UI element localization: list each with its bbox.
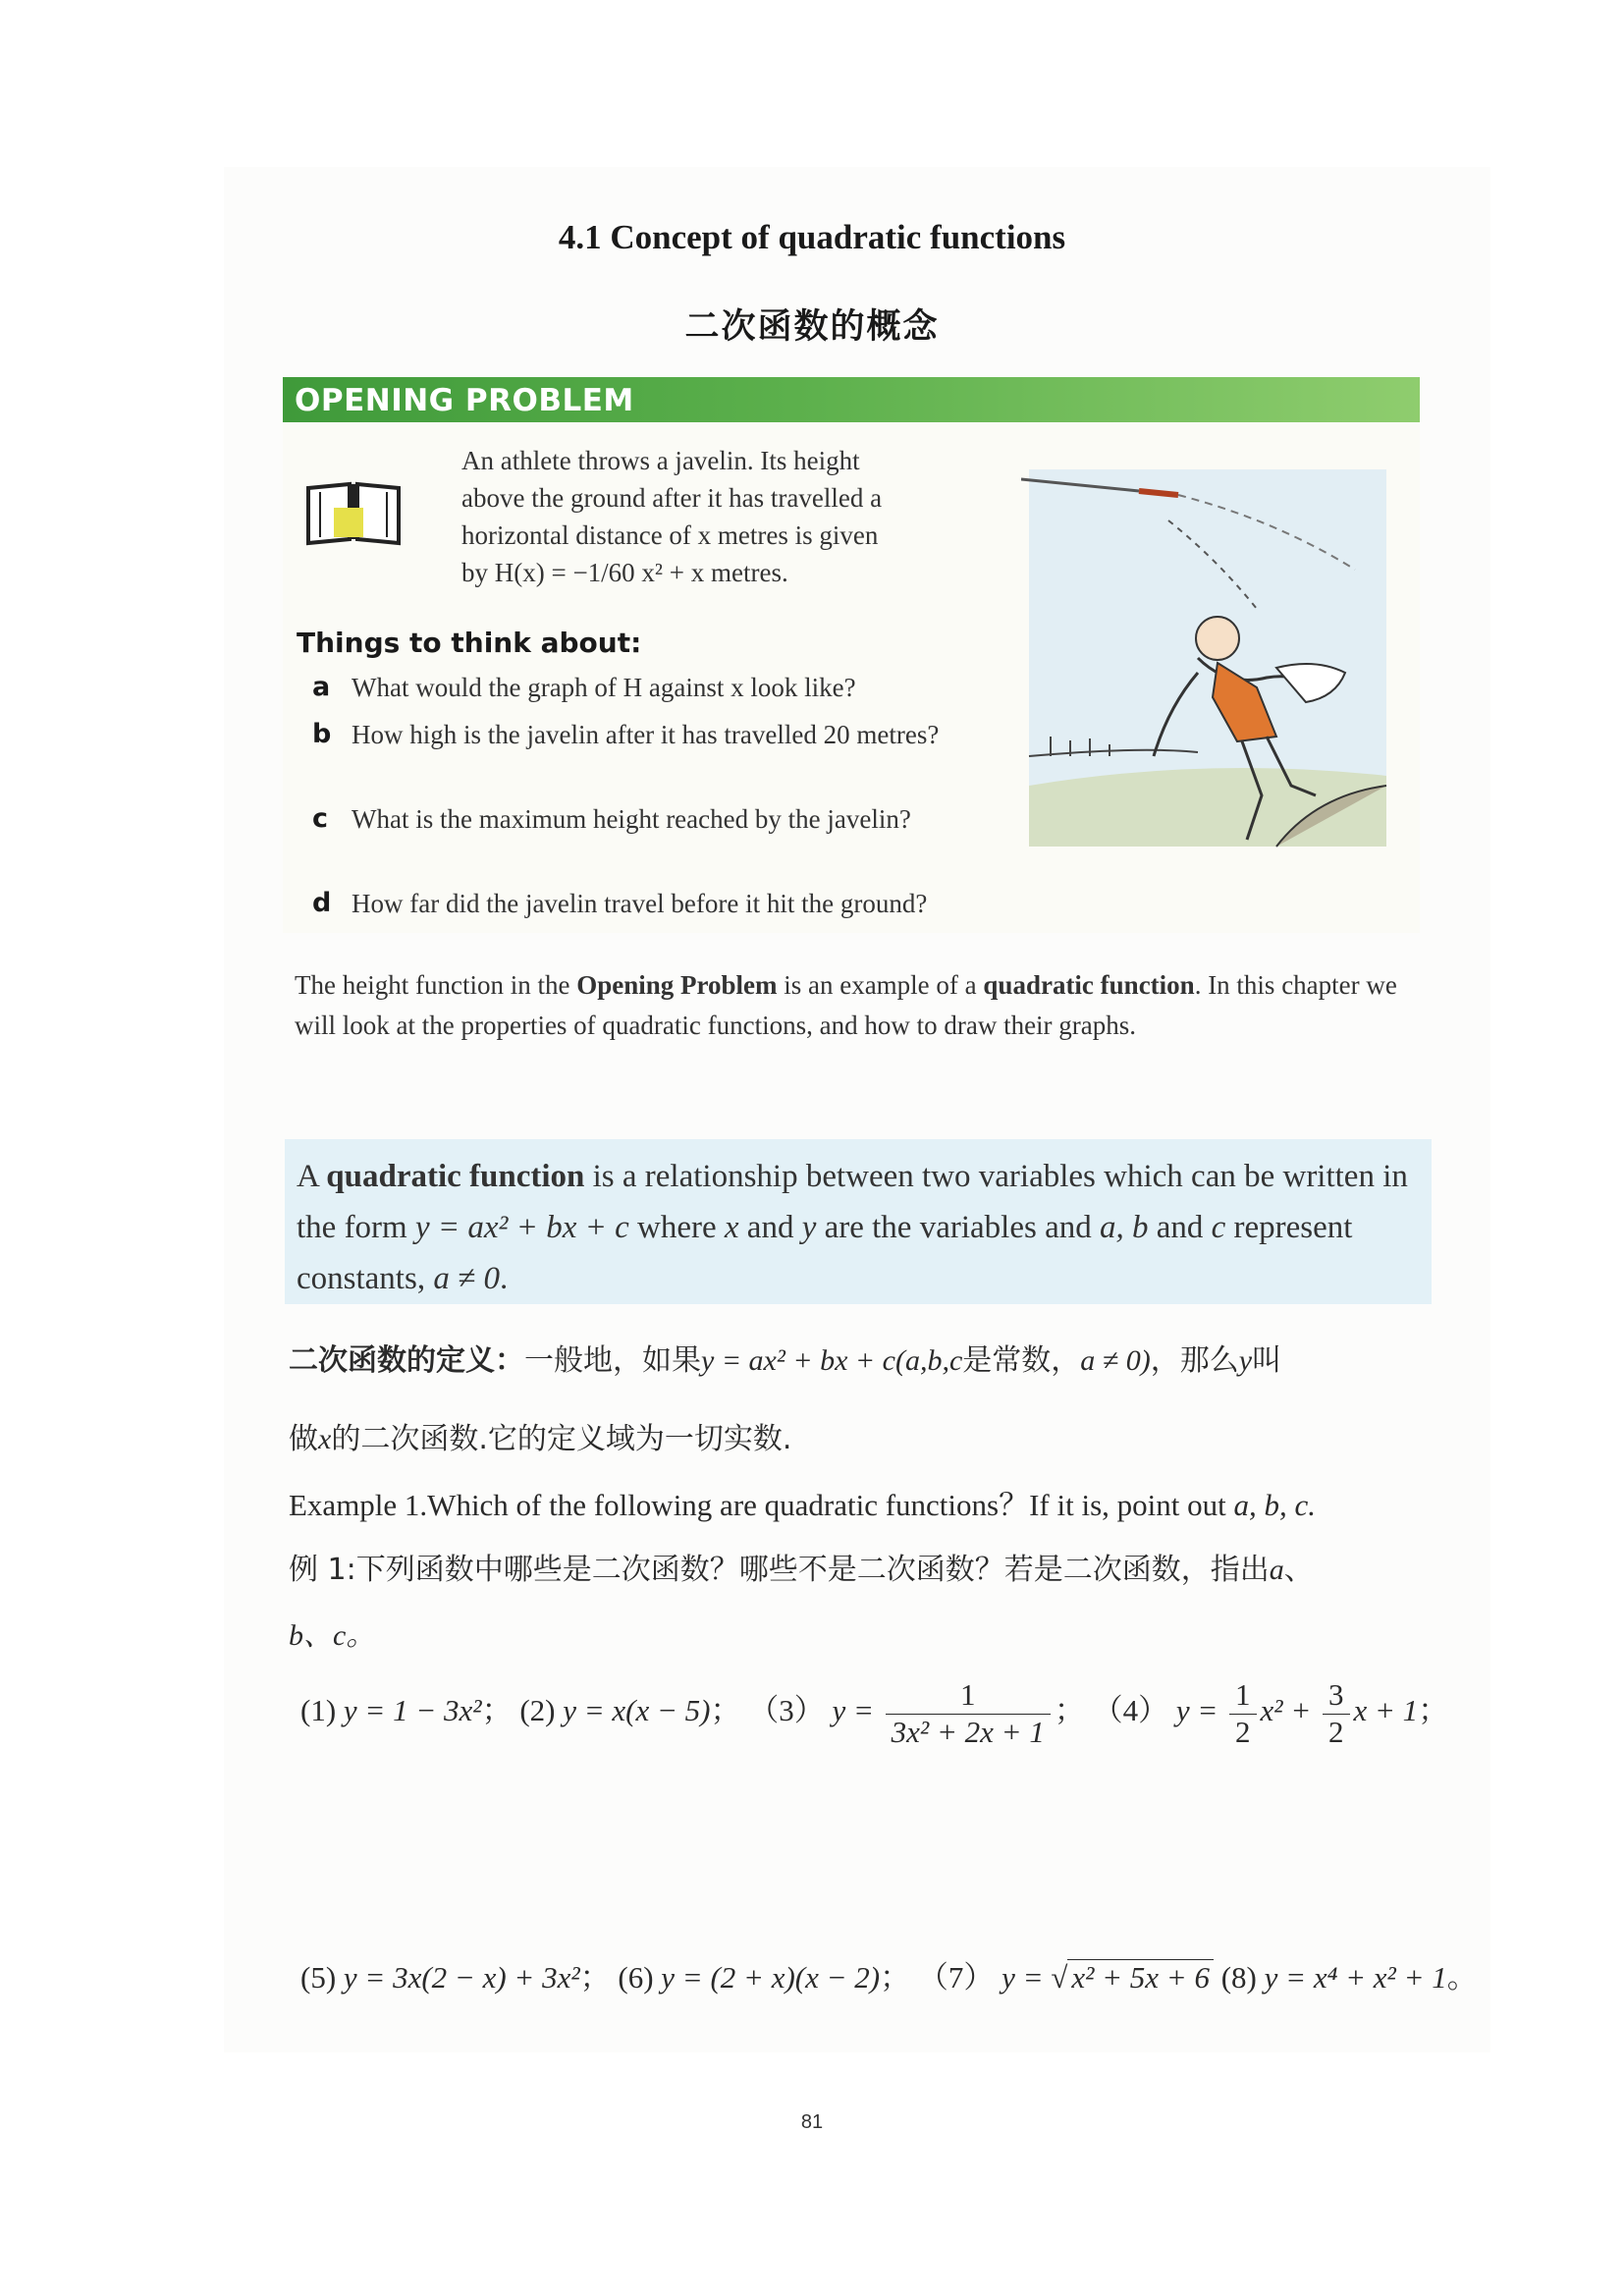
text-run: represent constants, (297, 1210, 1353, 1296)
text-run: and (738, 1210, 802, 1245)
explanatory-paragraph (295, 965, 1424, 1046)
var-y: y (1238, 1344, 1253, 1377)
separator: ； (481, 1693, 513, 1728)
text-run: b、c。 (289, 1619, 376, 1652)
fraction-numerator: 1 (1229, 1679, 1257, 1715)
text-run: are the variables and (816, 1210, 1100, 1245)
banner-label: OPENING PROBLEM (295, 383, 634, 418)
item-7-sqrt: √ x² + 5x + 6 (1051, 1959, 1214, 1995)
item-label: （7） (917, 1960, 995, 1995)
fraction-numerator: 1 (886, 1679, 1051, 1715)
text-run: 的二次函数.它的定义域为一切实数. (331, 1422, 792, 1456)
radicand: x² + 5x + 6 (1067, 1959, 1214, 1995)
constants: a, b (1099, 1210, 1149, 1245)
item-8-expr: y = x⁴ + x² + 1 (1264, 1960, 1447, 1995)
general-form: y = ax² + bx + c (414, 1210, 629, 1245)
item-label: （4） (1092, 1693, 1169, 1728)
cn-definition-line-2 (289, 1414, 791, 1457)
example-items-row-1 (300, 1679, 1448, 1748)
question-text: What is the maximum height reached by the javelin? (352, 804, 911, 834)
item-5-expr: y = 3x(2 − x) + 3x² (343, 1960, 580, 1995)
open-book-icon (304, 478, 403, 547)
question-c (312, 800, 1000, 879)
end-mark: 。 (1446, 1960, 1478, 1995)
text-run: and (1148, 1210, 1212, 1245)
item-label: (6) (618, 1960, 654, 1995)
item-3-fraction (886, 1679, 1051, 1748)
section-title-cn: 二次函数的概念 (684, 307, 940, 347)
question-text: How high is the javelin after it has travelled 20 metres? (352, 720, 940, 749)
opening-problem-banner (283, 377, 1420, 422)
text-run: 例 1:下列函数中哪些是二次函数？哪些不是二次函数？若是二次函数，指出 (289, 1553, 1270, 1587)
definition-term: quadratic function (326, 1159, 585, 1194)
cn-condition: a ≠ 0) (1080, 1344, 1151, 1377)
item-2-expr: y = x(x − 5) (563, 1693, 711, 1728)
separator: ； (710, 1693, 741, 1728)
javelin-thrower-illustration (1021, 462, 1394, 854)
intro-line-4: by H(x) = −1/60 x² + x metres. (461, 558, 788, 587)
item-4-fraction-2 (1323, 1679, 1350, 1748)
fraction-numerator: 3 (1323, 1679, 1350, 1715)
var-x: x (724, 1210, 739, 1245)
text-run: is a relationship between two variables which can be written in the form (297, 1159, 1408, 1245)
text-run: The height function in the (295, 970, 577, 1000)
var-y: y (801, 1210, 817, 1245)
fraction-denominator: 3x² + 2x + 1 (891, 1714, 1045, 1749)
var-a: a (1269, 1554, 1284, 1586)
item-7-lhs: y = (1001, 1960, 1044, 1995)
text-run: ，那么 (1150, 1343, 1239, 1378)
item-3-lhs: y = (832, 1693, 874, 1728)
intro-line-3: horizontal distance of x metres is given (461, 520, 879, 550)
cn-definition-line-1 (289, 1336, 1281, 1379)
item-label: (8) (1220, 1960, 1257, 1995)
intro-line-2: above the ground after it has travelled a (461, 483, 883, 513)
question-b (312, 716, 1000, 794)
condition: a ≠ 0 (433, 1261, 500, 1296)
page-number: 81 (800, 2111, 824, 2133)
fraction-denominator: 2 (1328, 1714, 1344, 1749)
question-letter: d (312, 888, 332, 918)
text-run: 做 (289, 1422, 318, 1456)
example-heading-cn-2 (289, 1611, 375, 1654)
section-title: 4.1 Concept of quadratic functions (558, 218, 1066, 256)
separator: ； (1418, 1693, 1449, 1728)
item-6-expr: y = (2 + x)(x − 2) (661, 1960, 881, 1995)
separator: ； (579, 1960, 611, 1995)
example-vars: a, b, c. (1233, 1488, 1316, 1522)
question-d (312, 885, 1196, 924)
text-run: 叫 (1252, 1343, 1282, 1378)
example-heading-cn-1 (289, 1545, 1314, 1588)
question-a (312, 669, 1000, 708)
item-label: （3） (748, 1693, 825, 1728)
item-4-mid: x² + (1260, 1693, 1312, 1728)
var-c: c (1211, 1210, 1226, 1245)
text-run: 是常数， (962, 1343, 1081, 1378)
bold-term: Opening Problem (576, 970, 778, 1000)
separator: ； (1054, 1693, 1085, 1728)
item-4-tail: x + 1 (1353, 1693, 1419, 1728)
text-run: 、 (1283, 1553, 1314, 1587)
question-letter: c (312, 803, 329, 834)
var-x: x (318, 1423, 332, 1455)
text-run: . (499, 1261, 509, 1296)
fraction-denominator: 2 (1235, 1714, 1251, 1749)
question-letter: b (312, 719, 332, 749)
item-label: (5) (300, 1960, 337, 1995)
question-text: How far did the javelin travel before it hit the ground? (352, 889, 928, 918)
separator: ； (880, 1960, 911, 1995)
opening-problem-intro (461, 442, 972, 591)
text-run: 一般地，如果 (524, 1343, 701, 1378)
item-4-fraction-1 (1229, 1679, 1257, 1748)
cn-formula: y = ax² + bx + c(a,b,c (701, 1344, 963, 1377)
text-run: is an example of a (777, 970, 984, 1000)
item-label: (1) (300, 1693, 337, 1728)
question-letter: a (312, 672, 331, 702)
example-heading-en (289, 1480, 1316, 1524)
definition-text (297, 1151, 1426, 1304)
text-run: A (297, 1159, 327, 1194)
intro-line-1: An athlete throws a javelin. Its height (461, 446, 860, 475)
text-run: . In this chapter we will look at the properties of quadratic functions, and how to draw their graphs. (295, 970, 1397, 1040)
example-items-row-2 (300, 1952, 1478, 1996)
things-to-think-heading: Things to think about: (297, 627, 642, 659)
text-run: Example 1.Which of the following are quadratic functions？If it is, point out (289, 1488, 1234, 1522)
bold-term: quadratic function (983, 970, 1195, 1000)
cn-definition-head: 二次函数的定义： (289, 1343, 524, 1378)
item-4-lhs: y = (1175, 1693, 1218, 1728)
item-label: (2) (519, 1693, 556, 1728)
text-run: where (628, 1210, 725, 1245)
question-text: What would the graph of H against x look like? (352, 673, 856, 702)
item-1-expr: y = 1 − 3x² (343, 1693, 482, 1728)
